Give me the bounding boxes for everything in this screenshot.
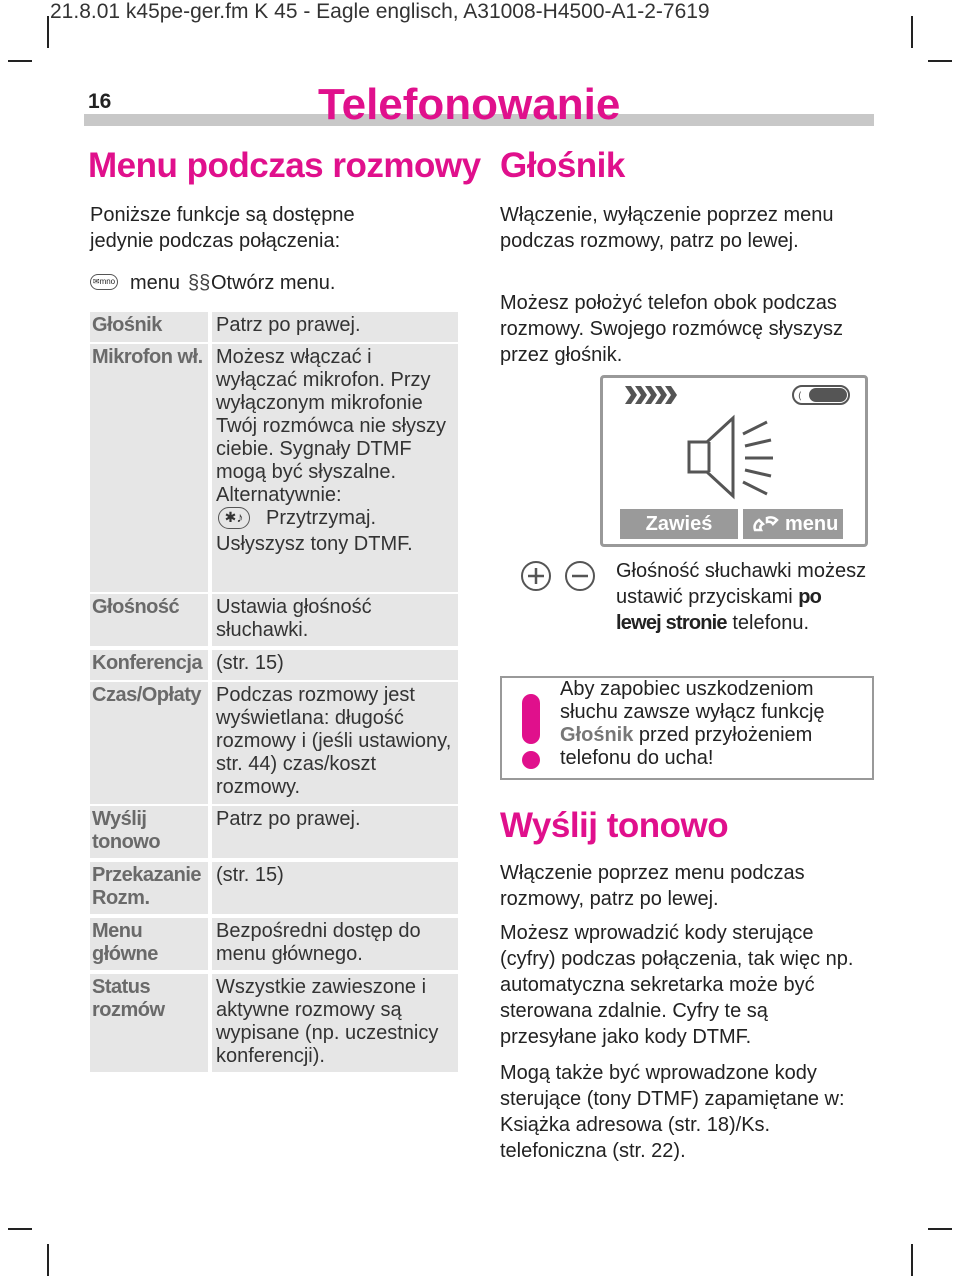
- softkey-left: Zawieś: [620, 509, 738, 539]
- star-key-icon: ✱♪: [218, 507, 250, 529]
- row-term: Głośnik: [90, 312, 208, 342]
- section-title-menu: Menu podczas rozmowy: [88, 146, 481, 185]
- row-term: Wyślij tonowo: [90, 806, 208, 858]
- row-desc: Patrz po prawej.: [212, 806, 458, 858]
- svg-text:(: (: [798, 391, 802, 402]
- exclamation-icon: [518, 692, 544, 772]
- table-row: [90, 650, 458, 680]
- battery-icon: [791, 384, 853, 406]
- row-desc: (str. 15): [212, 862, 458, 914]
- warning-post: przed przyłożeniem telefonu do ucha!: [560, 724, 813, 769]
- crop-mark: [8, 60, 32, 62]
- crop-mark: [8, 1228, 32, 1230]
- crop-mark: [47, 16, 49, 48]
- menu-line-text: Otwórz menu.: [211, 272, 336, 294]
- alt-key-text: Przytrzymaj.: [266, 507, 376, 529]
- row-desc: Patrz po prawej.: [212, 312, 458, 342]
- warning-pre: Aby zapobiec uszkodzeniom słuchu zawsze wyłącz funkcję: [560, 678, 825, 723]
- volume-text: [616, 558, 870, 636]
- row-desc: Ustawia głośność słuchawki.: [212, 594, 458, 646]
- speaker-icon: [683, 412, 783, 502]
- running-head: 21.8.01 k45pe-ger.fm K 45 - Eagle englisch, A31008-H4500-A1-2-7619: [50, 0, 710, 23]
- warning-box: [500, 676, 874, 780]
- table-row: [90, 806, 458, 858]
- row-desc: (str. 15): [212, 650, 458, 680]
- table-row: [90, 312, 458, 342]
- table-row: [90, 682, 458, 804]
- row-desc: Podczas rozmowy jest wyświetlana: długość rozmowy i (jeśli ustawiony, str. 44) czas/koszt rozmowy.: [212, 682, 458, 804]
- volume-down-icon: [566, 562, 594, 590]
- speaker-p2: Możesz położyć telefon obok podczas rozmowy. Swojego rozmówcę słyszysz przez głośnik.: [500, 292, 844, 366]
- menu-line: [88, 270, 458, 296]
- menu-key-label: menu: [130, 272, 181, 294]
- row-desc: Wszystkie zawieszone i aktywne rozmowy są wypisane (np. uczestnicy konferencji).: [212, 974, 458, 1072]
- crop-mark: [928, 1228, 952, 1230]
- row-term: Przekazanie Rozm.: [90, 862, 208, 914]
- table-row: [90, 344, 458, 592]
- row-term: Konferencja: [90, 650, 208, 680]
- phone-display: [600, 375, 868, 547]
- row-term: Status rozmów: [90, 974, 208, 1072]
- row-desc-text: Możesz włączać i wyłączać mikrofon. Przy wyłączonym mikrofonie Twój rozmówca nie słyszy ciebie. Sygnały DTMF mogą być słyszalne.: [216, 346, 447, 483]
- table-row: [90, 862, 458, 914]
- section-title-dtmf: Wyślij tonowo: [500, 806, 729, 845]
- warning-text: [560, 678, 866, 770]
- row-term: Menu główne: [90, 918, 208, 970]
- softkey-right-label: menu: [785, 513, 839, 535]
- section-title-speaker: Głośnik: [500, 146, 625, 185]
- speaker-p1: Włączenie, wyłączenie poprzez menu podczas rozmowy, patrz po lewej.: [500, 204, 834, 252]
- menu-key-icon: ✉mno: [90, 274, 118, 290]
- signal-strength-icon: [625, 384, 685, 406]
- volume-text-bold: po lewej stronie: [616, 586, 822, 634]
- dtmf-p1: Włączenie poprzez menu podczas rozmowy, patrz po lewej.: [500, 862, 805, 910]
- softkey-right: [743, 509, 843, 539]
- alt-key-line: [216, 507, 454, 533]
- alt-after-text: Usłyszysz tony DTMF.: [216, 533, 413, 555]
- chapter-title: Telefonowanie: [318, 80, 621, 129]
- crop-mark: [928, 60, 952, 62]
- dtmf-p3: Mogą także być wprowadzone kody sterujące (tony DTMF) zapamiętane w: Książka adresowa (str. 18)/Ks. telefoniczna (str. 22).: [500, 1062, 845, 1162]
- intro-text: Poniższe funkcje są dostępne jedynie podczas połączenia:: [90, 204, 355, 252]
- crop-mark: [47, 1244, 49, 1276]
- row-desc: Bezpośredni dostęp do menu głównego.: [212, 918, 458, 970]
- volume-text-post: telefonu.: [726, 612, 810, 634]
- row-term: Czas/Opłaty: [90, 682, 208, 804]
- table-row: [90, 974, 458, 1072]
- crop-mark: [911, 1244, 913, 1276]
- warning-keyword: Głośnik: [560, 724, 634, 746]
- page-number: 16: [88, 90, 112, 113]
- row-term: Głośność: [90, 594, 208, 646]
- volume-up-icon: [522, 562, 550, 590]
- row-alt-label: Alternatywnie:: [216, 484, 342, 506]
- dtmf-p2: Możesz wprowadzić kody sterujące (cyfry) podczas połączenia, tak więc np. automatyczna sekretarka może być sterowana zdalnie. Cyfry te są przesyłane jako kody DTMF.: [500, 922, 854, 1048]
- row-desc: [212, 344, 458, 592]
- table-row: [90, 918, 458, 970]
- volume-keys: [518, 559, 602, 593]
- phone-handset-icon: [751, 514, 781, 534]
- arrow-symbol: §§: [188, 272, 211, 294]
- crop-mark: [911, 16, 913, 48]
- row-term: Mikrofon wł.: [90, 344, 208, 592]
- volume-text-pre: Głośność słuchawki możesz ustawić przyciskami: [616, 560, 867, 608]
- table-row: [90, 594, 458, 646]
